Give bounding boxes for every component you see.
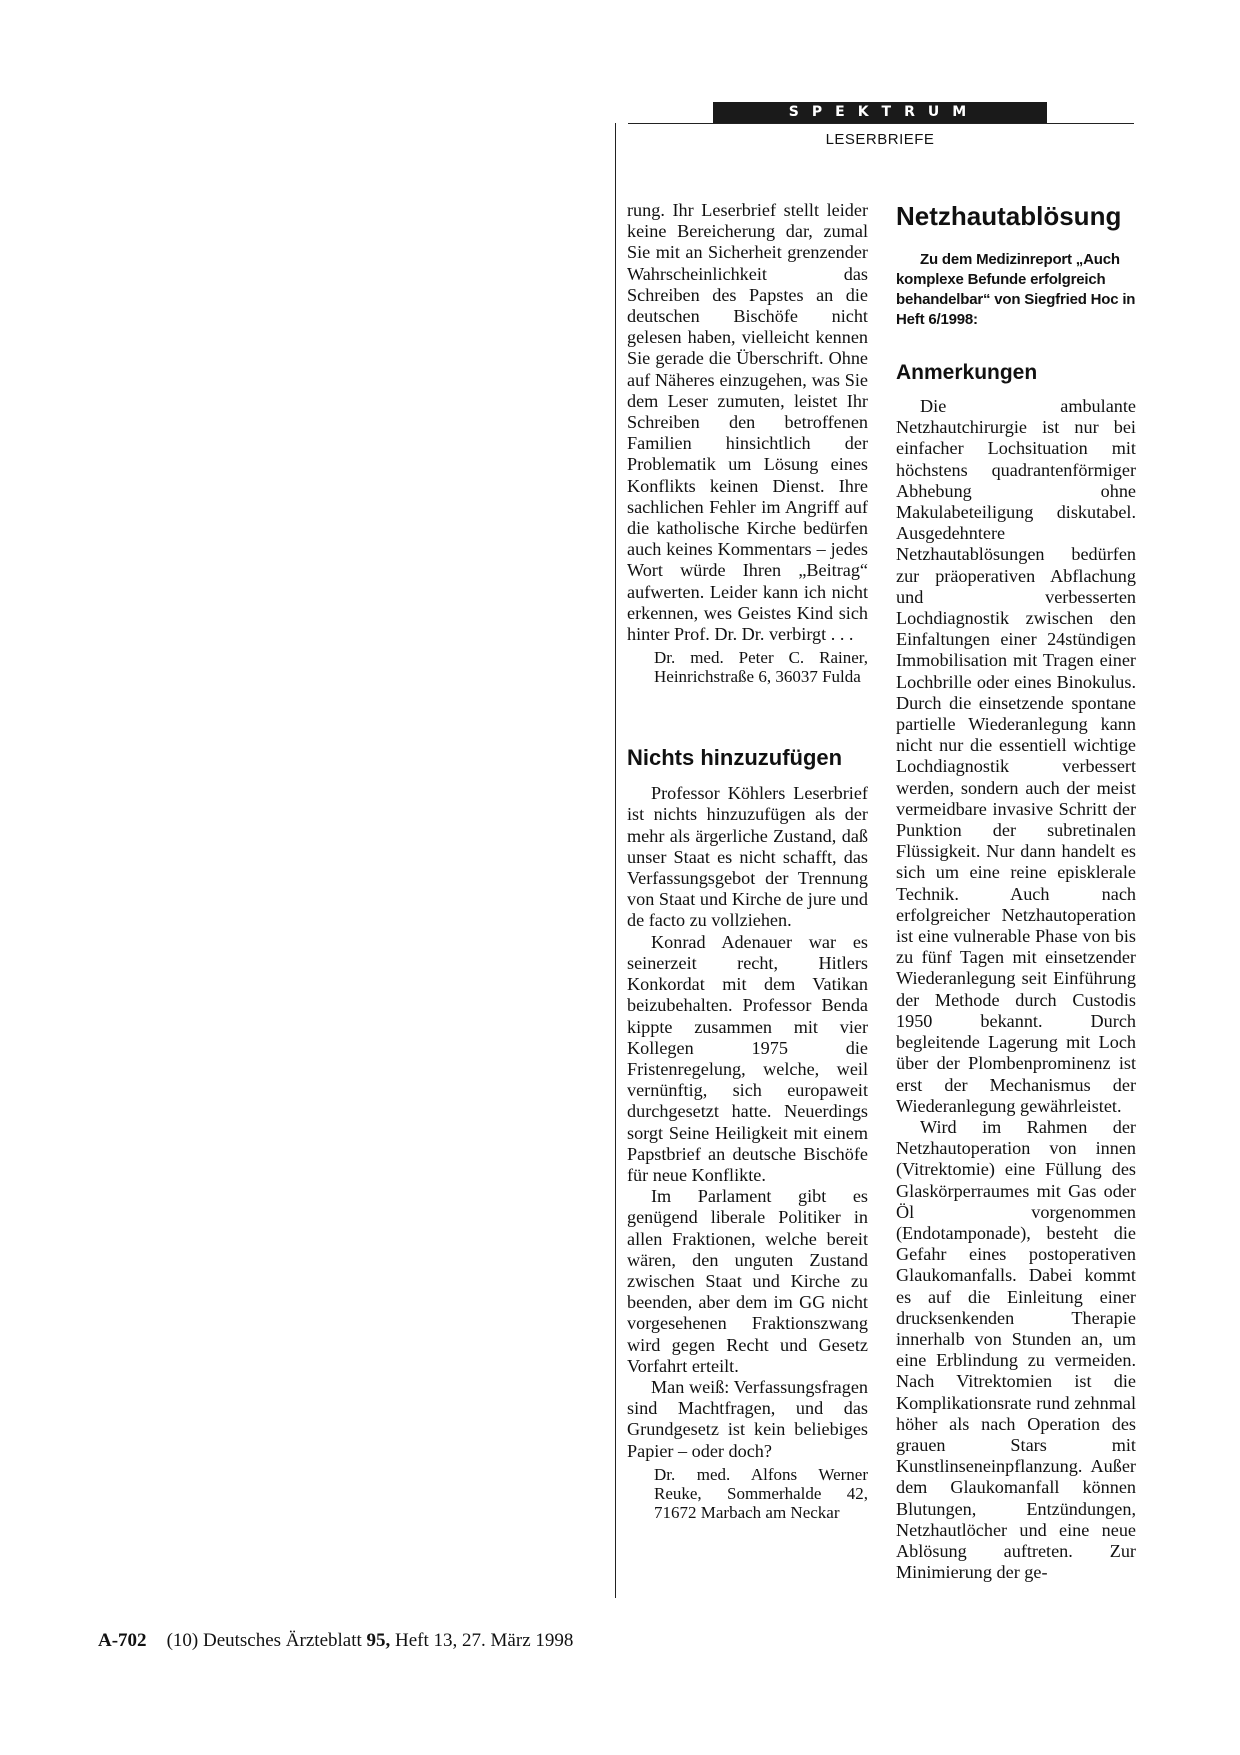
left-column <box>627 200 868 1522</box>
subsection-label: LESERBRIEFE <box>825 131 935 148</box>
letter-signature: Dr. med. Peter C. Rainer, Heinrichstraße 6, 36037 Fulda <box>654 648 868 687</box>
page-id: A-702 <box>98 1630 147 1651</box>
page-footer <box>98 1630 573 1652</box>
letter-paragraph: Konrad Adenauer war es seinerzeit recht, Hitlers Konkordat mit dem Vatikan beizubehalten. Professor Benda kippte zusammen mit vier Kollegen 1975 die Fristenregelung, welche, weil vernünftig, sich europaweit durchgesetzt hatte. Neuerdings sorgt Seine Heiligkeit mit einem Papstbrief an deutsche Bischöfe für neue Konflikte. <box>627 931 868 1185</box>
section-rule <box>628 123 1134 124</box>
right-column <box>896 200 1136 1583</box>
letter-paragraph: rung. Ihr Leserbrief stellt leider keine Bereicherung dar, zumal Sie mit an Sicherheit grenzender Wahrscheinlichkeit das Schreiben des Papstes an die deutschen Bischöfe nicht gelesen haben, vielleicht kennen Sie gerade die Überschrift. Ohne auf Näheres einzugehen, was Sie dem Leser zumuten, leistet Ihr Schreiben den betroffenen Familien hinsichtlich der Problematik um Lösung eines Konflikts keinen Dienst. Ihre sachlichen Fehler im Angriff auf die katholische Kirche bedürfen auch keines Kommentars – jedes Wort würde Ihren „Beitrag“ aufwerten. Leider kann ich nicht erkennen, wes Geistes Kind sich hinter Prof. Dr. Dr. verbirgt . . . <box>627 200 868 645</box>
article-paragraph: Die ambulante Netzhautchirurgie ist nur bei einfacher Lochsituation mit höchstens quadrantenförmiger Abhebung ohne Makulabeteiligung diskutabel. Ausgedehntere Netzhautablösungen bedürfen zur präoperativen Abflachung und verbesserten Lochdiagnostik zwischen den Einfaltungen einer 24stündigen Immobilisation mit Tragen einer Lochbrille oder eines Binokulus. Durch die einsetzende spontane partielle Wiederanlegung kann nicht nur die essentiell wichtige Lochdiagnostik verbessert werden, sondern auch der meist vermeidbare invasive Schritt der Punktion der subretinalen Flüssigkeit. Nur dann handelt es sich um eine reine episklerale Technik. Auch nach erfolgreicher Netzhautoperation ist eine vulnerable Phase von bis zu fünf Tagen mit einsetzender Wiederanlegung seit Einführung der Methode durch Custodis 1950 bekannt. Durch begleitende Lagerung mit Loch über der Plombenprominenz ist erst der Mechanismus der Wiederanlegung gewährleistet. <box>896 396 1136 1116</box>
article-intro: Zu dem Medizinreport „Auch komplexe Befunde erfolgreich behandelbar“ von Siegfried Hoc in Heft 6/1998: <box>896 251 1136 328</box>
letter-signature: Dr. med. Alfons Werner Reuke, Sommerhalde 42, 71672 Marbach am Neckar <box>654 1464 868 1522</box>
issue-number: (10) <box>166 1630 199 1651</box>
letter-paragraph: Professor Köhlers Leserbrief ist nichts hinzuzufügen als der mehr als ärgerliche Zustand, daß unser Staat es nicht schafft, das Verfassungsgebot der Trennung von Staat und Kirche de jure und de facto zu vollziehen. <box>627 783 868 931</box>
section-title-bar: SPEKTRUM <box>713 102 1047 123</box>
column-divider <box>615 123 616 1598</box>
volume-number: 95, <box>366 1630 391 1651</box>
letter-heading: Nichts hinzuzufügen <box>627 745 843 771</box>
article-heading: Netzhautablösung <box>896 201 1122 231</box>
letter-paragraph: Man weiß: Verfassungsfragen sind Machtfragen, und das Grundgesetz ist kein beliebiges Papier – oder doch? <box>627 1376 868 1461</box>
letter-paragraph: Im Parlament gibt es genügend liberale Politiker in allen Fraktionen, welche bereit wären, den unguten Zustand zwischen Staat und Kirche zu beenden, aber dem im GG nicht vorgesehenen Fraktionszwang wird gegen Recht und Gesetz Vorfahrt erteilt. <box>627 1186 868 1376</box>
journal-name: Deutsches Ärzteblatt <box>202 1630 362 1651</box>
article-paragraph: Wird im Rahmen der Netzhautoperation von innen (Vitrektomie) eine Füllung des Glaskörperraumes mit Gas oder Öl vorgenommen (Endotamponade), besteht die Gefahr eines postoperativen Glaukomanfalls. Dabei kommt es auf die Einleitung einer drucksenkenden Therapie innerhalb von Stunden an, um eine Erblindung zu vermeiden. Nach Vitrektomien ist die Komplikationsrate rund zehnmal höher als nach Operation des grauen Stars mit Kunstlinseneinpflanzung. Außer dem Glaukomanfall können Blutungen, Entzündungen, Netzhautlöcher und eine neue Ablösung auftreten. Zur Minimierung der ge- <box>896 1116 1136 1583</box>
issue-date: Heft 13, 27. März 1998 <box>395 1630 574 1651</box>
article-subheading: Anmerkungen <box>896 361 1038 384</box>
